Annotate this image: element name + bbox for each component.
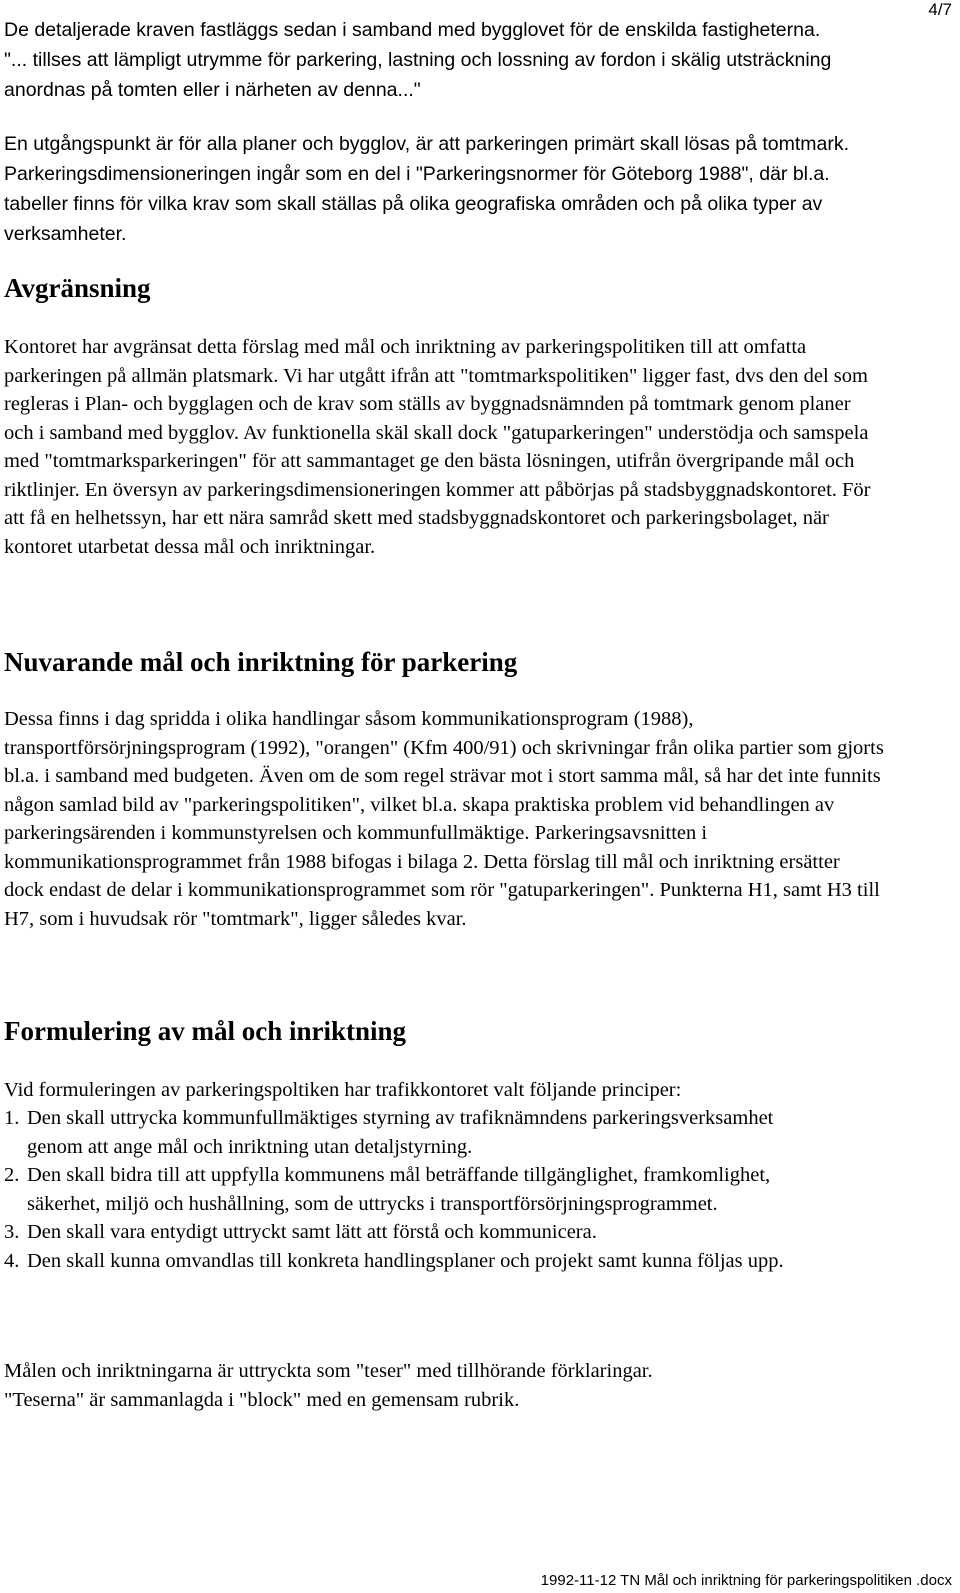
list-item-text: Den skall bidra till att uppfylla kommunens mål beträffande tillgänglighet, framkomlighet, säkerhet, miljö och hushållning, som de uttrycks i transportförsörjningsprogrammet. <box>27 1164 771 1215</box>
list-item-number: 4. <box>4 1249 20 1272</box>
outro-line-2: "Teserna" är sammanlagda i "block" med en gemensam rubrik. <box>4 1388 520 1411</box>
page-footer: 1992-11-12 TN Mål och inriktning för parkeringspolitiken .docx <box>540 1572 952 1589</box>
list-item <box>4 1218 824 1247</box>
list-item <box>4 1247 824 1276</box>
intro-paragraph-2 <box>4 129 874 249</box>
list-item <box>4 1104 824 1161</box>
list-item-text: Den skall kunna omvandlas till konkreta handlingsplaner och projekt samt kunna följas upp. <box>27 1249 784 1272</box>
section-heading-avgransning: Avgränsning <box>4 273 151 303</box>
intro-paragraph-1: De detaljerade kraven fastläggs sedan i samband med bygglovet för de enskilda fastigheterna. "... tillses att lämpligt utrymme för parkering, lastning och lossning av fordon i skälig utsträckning anordnas på tomten eller i närheten av denna..." <box>4 19 832 101</box>
list-item-number: 3. <box>4 1221 20 1243</box>
section-body-nuvarande: Dessa finns i dag spridda i olika handlingar såsom kommunikationsprogram (1988), transportförsörjningsprogram (1992), "orangen" (Kfm 400/91) och skrivningar från olika partier som gjorts bl.a. i samband med budgeten. Även om de som regel strävar mot i stort samma mål, så har det inte funnits någon samlad bild av "parkeringspolitiken", vilket bl.a. skapa praktiska problem vid behandlingen av parkeringsärenden i kommunstyrelsen och kommunfullmäktige. Parkeringsavsnitten i kommunikationsprogrammet från 1988 bifogas i bilaga 2. Detta förslag till mål och inriktning ersätter dock endast de delar i kommunikationsprogrammet som rör "gatuparkeringen". Punkterna H1, samt H3 till H7, som i huvudsak rör "tomtmark", ligger således kvar. <box>4 708 884 930</box>
principles-list <box>4 1104 824 1275</box>
section-body-avgransning: Kontoret har avgränsat detta förslag med mål och inriktning av parkeringspolitiken till att omfatta parkeringen på allmän platsmark. Vi har utgått ifrån att "tomtmarkspolitiken" ligger fast, dvs den del som regleras i Plan- och bygglagen och de krav som ställs av byggnadsnämnden på tomtmark genom planer och i samband med bygglov. Av funktionella skäl skall dock "gatuparkeringen" understödja och samspela med "tomtmarksparkeringen" för att sammantaget ge den bästa lösningen, utifrån övergripande mål och riktlinjer. En översyn av parkeringsdimensioneringen kommer att påbörjas på stadsbyggnadskontoret. För att få en helhetssyn, har ett nära samråd skett med stadsbyggnadskontoret och parkeringsbolaget, när kontoret utarbetat dessa mål och inriktningar. <box>4 336 871 558</box>
list-item <box>4 1161 824 1218</box>
section-heading-nuvarande: Nuvarande mål och inriktning för parkering <box>4 647 518 677</box>
section-outro-formulering <box>4 1357 904 1414</box>
list-item-number: 1. <box>4 1107 20 1129</box>
section-intro-formulering: Vid formuleringen av parkeringspoltiken har trafikkontoret valt följande principer: <box>4 1079 682 1101</box>
intro-paragraph-2-rest: Parkeringsdimensioneringen ingår som en del i "Parkeringsnormer för Göteborg 1988", där bl.a. tabeller finns för vilka krav som skall ställas på olika geografiska områden och på olika typer av verksamheter. <box>4 163 830 245</box>
list-item-text: Den skall uttrycka kommunfullmäktiges styrning av trafiknämndens parkeringsverksamhet genom att ange mål och inriktning utan detaljstyrning. <box>27 1107 774 1158</box>
section-heading-formulering: Formulering av mål och inriktning <box>4 1016 407 1046</box>
intro-paragraph-2-lead: En utgångspunkt är för alla planer och bygglov, är att parkeringen primärt skall lösas på tomtmark. <box>4 133 850 155</box>
list-item-number: 2. <box>4 1164 20 1186</box>
list-item-text: Den skall vara entydigt uttryckt samt lätt att förstå och kommunicera. <box>27 1221 597 1243</box>
page-number: 4/7 <box>928 0 952 19</box>
outro-line-1: Målen och inriktningarna är uttryckta som "teser" med tillhörande förklaringar. <box>4 1360 653 1382</box>
